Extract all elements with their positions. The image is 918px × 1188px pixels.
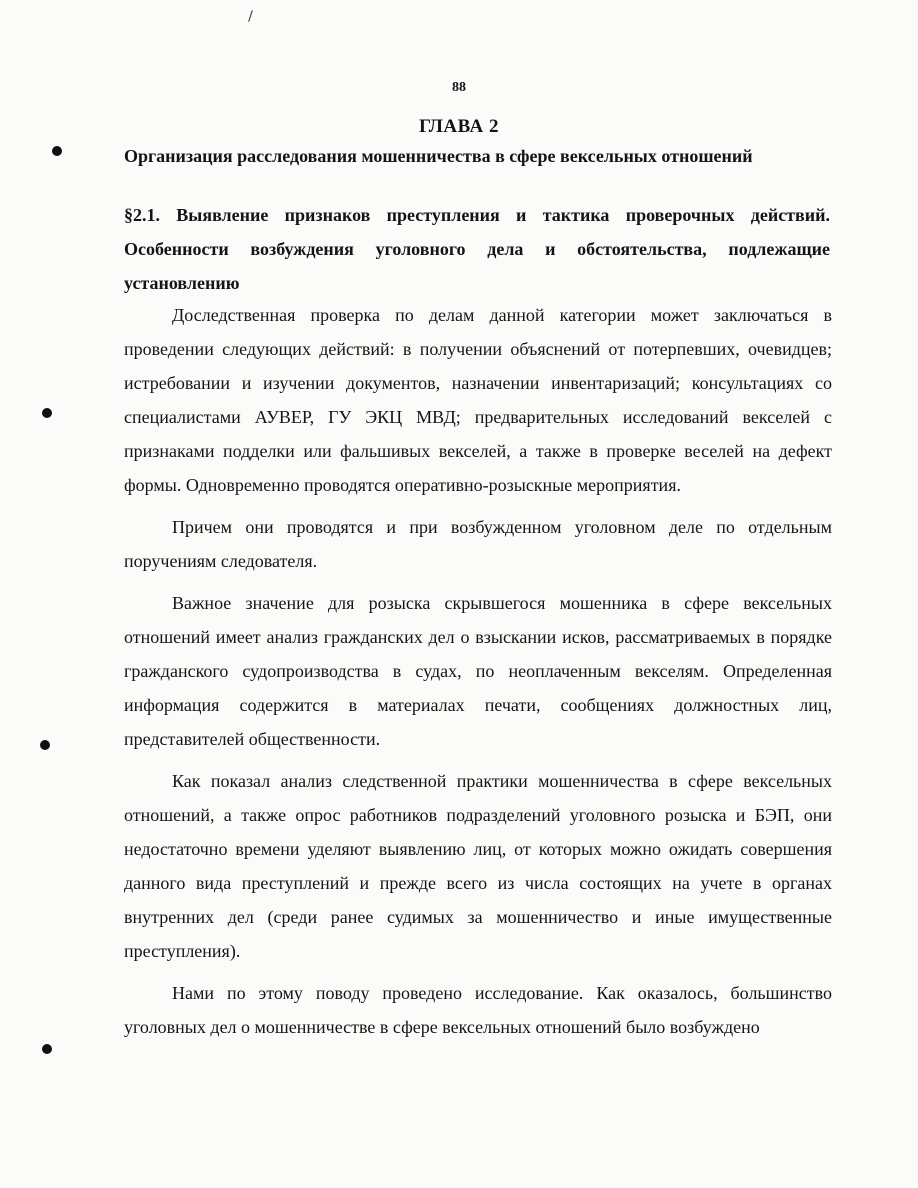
paragraph: Причем они проводятся и при возбужденном уголовном деле по отдельным поручениям следователя.: [124, 517, 832, 571]
page-number: 88: [452, 80, 466, 95]
binder-hole-2: [42, 408, 52, 418]
binder-hole-3: [40, 740, 50, 750]
binder-hole-1: [52, 146, 62, 156]
scan-mark: [248, 10, 253, 22]
body-text: [124, 298, 832, 1052]
paragraph: Как показал анализ следственной практики мошенничества в сфере вексельных отношений, а также опрос работников подразделений уголовного розыска и БЭП, они недостаточно времени уделяют выявлению лиц, от которых можно ожидать совершения данного вида преступлений и прежде всего из числа состоящих на учете в органах внутренних дел (среди ранее судимых за мошенничество и иные имущественные преступления).: [124, 771, 832, 961]
section-heading: §2.1. Выявление признаков преступления и тактика проверочных действий. Особенности возбуждения уголовного дела и обстоятельства, подлежащие установлению: [124, 205, 830, 293]
paragraph: Нами по этому поводу проведено исследование. Как оказалось, большинство уголовных дел о мошенничестве в сфере вексельных отношений было возбуждено: [124, 983, 832, 1037]
binder-hole-4: [42, 1044, 52, 1054]
chapter-label: ГЛАВА 2: [418, 116, 500, 137]
chapter-title: Организация расследования мошенничества в сфере вексельных отношений: [124, 146, 753, 166]
paragraph: Доследственная проверка по делам данной категории может заключаться в проведении следующих действий: в получении объяснений от потерпевших, очевидцев; истребовании и изучении документов, назначении инвентаризаций; консультациях со специалистами АУВЕР, ГУ ЭКЦ МВД; предварительных исследований векселей с признаками подделки или фальшивых векселей, а также в проверке веселей на дефект формы. Одновременно проводятся оперативно-розыскные мероприятия.: [124, 305, 832, 495]
paragraph: Важное значение для розыска скрывшегося мошенника в сфере вексельных отношений имеет анализ гражданских дел о взыскании исков, рассматриваемых в порядке гражданского судопроизводства в судах, по неоплаченным векселям. Определенная информация содержится в материалах печати, сообщениях должностных лиц, представителей общественности.: [124, 593, 832, 749]
